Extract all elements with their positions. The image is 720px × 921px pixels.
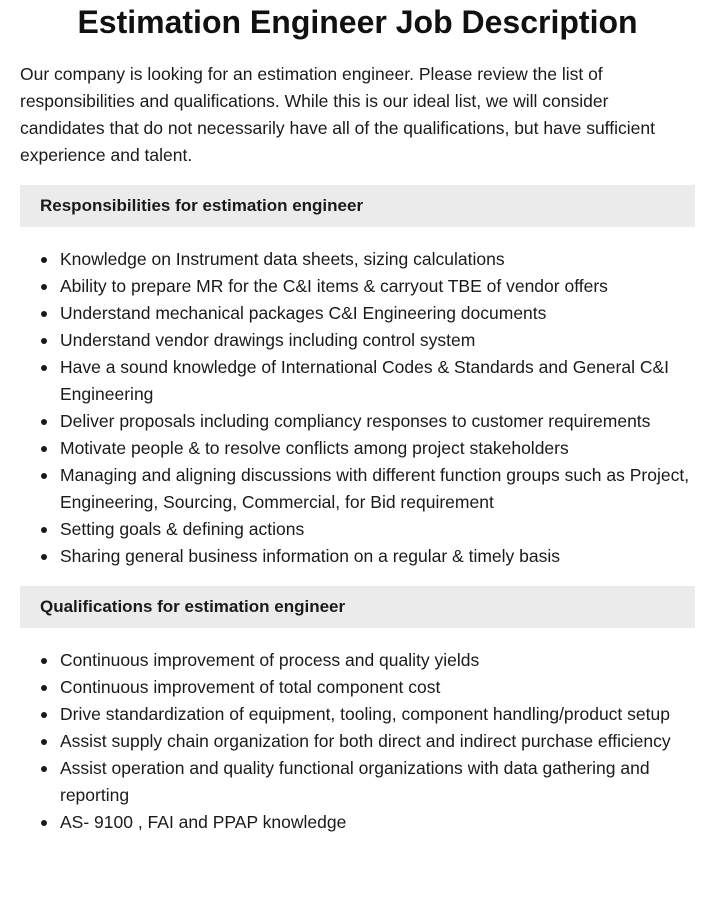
intro-paragraph: Our company is looking for an estimation engineer. Please review the list of responsibilities and qualifications. While this is our ideal list, we will consider candidates that do not necessarily have all of the qualifications, but have sufficient experience and talent. bbox=[20, 64, 655, 165]
list-item: Assist supply chain organization for both direct and indirect purchase efficiency bbox=[60, 728, 695, 755]
list-item: Continuous improvement of process and quality yields bbox=[60, 647, 695, 674]
list-item: Deliver proposals including compliancy responses to customer requirements bbox=[60, 408, 695, 435]
list-item: Motivate people & to resolve conflicts among project stakeholders bbox=[60, 435, 695, 462]
qualifications-heading: Qualifications for estimation engineer bbox=[20, 586, 695, 628]
list-item: AS- 9100 , FAI and PPAP knowledge bbox=[60, 809, 695, 836]
page-title: Estimation Engineer Job Description bbox=[77, 4, 638, 40]
responsibilities-heading: Responsibilities for estimation engineer bbox=[20, 185, 695, 227]
list-item: Knowledge on Instrument data sheets, sizing calculations bbox=[60, 246, 695, 273]
qualifications-list bbox=[20, 647, 695, 836]
list-item: Assist operation and quality functional organizations with data gathering and reporting bbox=[60, 755, 695, 809]
list-item: Setting goals & defining actions bbox=[60, 516, 695, 543]
list-item: Understand mechanical packages C&I Engineering documents bbox=[60, 300, 695, 327]
list-item: Continuous improvement of total component cost bbox=[60, 674, 695, 701]
list-item: Drive standardization of equipment, tooling, component handling/product setup bbox=[60, 701, 695, 728]
list-item: Have a sound knowledge of International Codes & Standards and General C&I Engineering bbox=[60, 354, 695, 408]
list-item: Ability to prepare MR for the C&I items & carryout TBE of vendor offers bbox=[60, 273, 695, 300]
responsibilities-list bbox=[20, 246, 695, 570]
list-item: Managing and aligning discussions with different function groups such as Project, Engineering, Sourcing, Commercial, for Bid requirement bbox=[60, 462, 695, 516]
list-item: Sharing general business information on a regular & timely basis bbox=[60, 543, 695, 570]
list-item: Understand vendor drawings including control system bbox=[60, 327, 695, 354]
